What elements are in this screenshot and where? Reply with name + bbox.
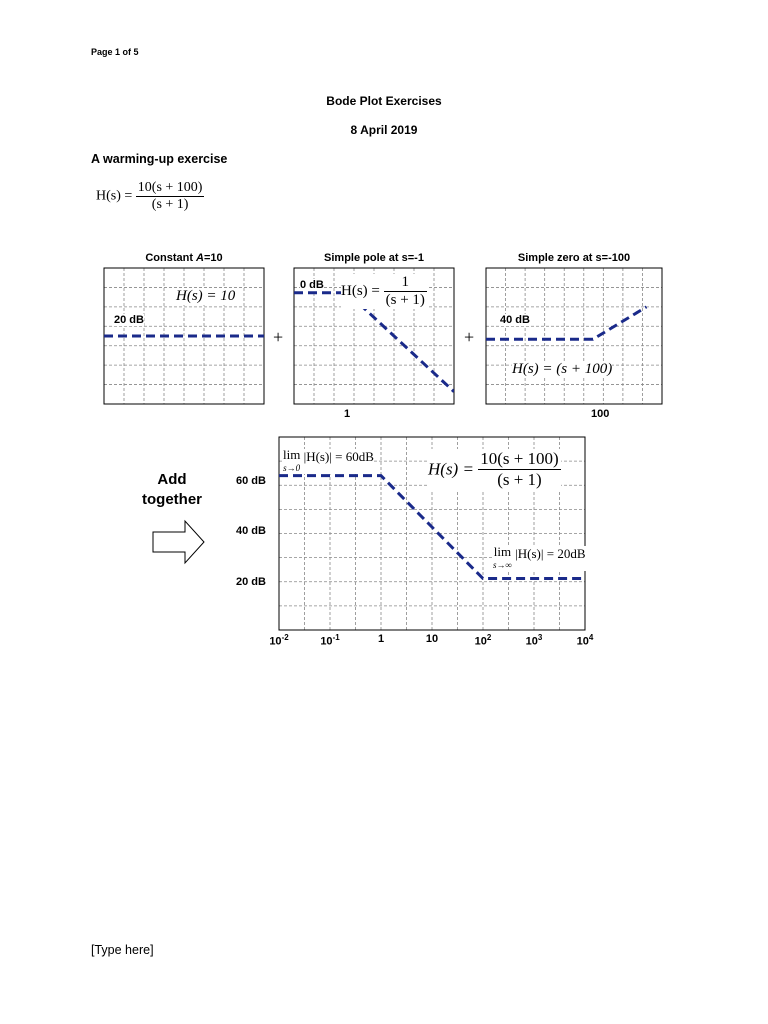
tf-numerator: 10(s + 100) (137, 180, 203, 195)
lim-block (493, 546, 512, 571)
xtick-base: 10 (576, 635, 589, 648)
level-label-pole: 0 dB (300, 279, 324, 291)
eq-pole-den: (s + 1) (385, 292, 425, 308)
ytick-60db: 60 dB (236, 475, 266, 487)
title-part: Constant (145, 252, 197, 264)
plus-sign-1: + (273, 327, 284, 347)
xtick-base: 10 (269, 635, 282, 648)
lim-expr: |H(s)| = 60dB (303, 449, 374, 464)
xtick-base: 10 (474, 635, 487, 648)
eq-combined-num: 10(s + 100) (480, 449, 559, 468)
page-header: Page 1 of 5 (91, 47, 139, 57)
lim-expr: |H(s)| = 20dB (515, 546, 586, 561)
lim-sub: s→∞ (493, 560, 512, 570)
xtick-exponent: 3 (537, 633, 543, 642)
xtick-label (361, 633, 401, 645)
tf-denominator: (s + 1) (151, 197, 189, 212)
xtick-base: 10 (425, 633, 439, 645)
section-heading: A warming-up exercise (91, 152, 228, 166)
eq-pole (341, 274, 427, 309)
xtick-exponent: 4 (588, 633, 594, 642)
add-text-line: Add (157, 471, 187, 488)
plot-title-pole: Simple pole at s=-1 (324, 252, 424, 264)
level-label-zero: 40 dB (500, 314, 530, 326)
ytick-20db: 20 dB (236, 576, 266, 588)
level-label-constant: 20 dB (114, 314, 144, 326)
eq-combined-den: (s + 1) (497, 470, 542, 489)
limit-high-annotation (493, 546, 586, 571)
xtick-label (310, 633, 350, 648)
xtick-label (565, 633, 605, 648)
lim-text: lim (493, 544, 512, 559)
add-text-line: together (142, 491, 202, 508)
add-together-label (130, 470, 214, 510)
eq-pole-lhs: H(s) = (341, 283, 380, 299)
tf-lhs: H(s) = (96, 188, 133, 204)
eq-zero: H(s) = (s + 100) (512, 361, 613, 377)
footer-placeholder: [Type here] (91, 943, 154, 957)
right-arrow-icon (153, 521, 204, 563)
xtick-label (259, 633, 299, 648)
xtick-label (514, 633, 554, 648)
xtick-label (463, 633, 503, 648)
lim-text: lim (283, 447, 301, 462)
xtick-exponent: 2 (486, 633, 492, 642)
eq-pole-fraction (384, 274, 427, 309)
lim-block (283, 449, 300, 474)
grid-zero (486, 268, 662, 404)
xtick-exponent: -2 (281, 633, 289, 642)
ytick-40db: 40 dB (236, 525, 266, 537)
plot-frame (486, 268, 662, 404)
eq-pole-num: 1 (384, 274, 427, 292)
document-date: 8 April 2019 (350, 123, 418, 137)
eq-combined-lhs: H(s) = (428, 459, 474, 479)
xtick-label (412, 633, 452, 645)
xtick-exponent: -1 (332, 633, 340, 642)
eq-combined-fraction (478, 449, 561, 490)
xtick-pole: 1 (344, 408, 351, 420)
eq-constant: H(s) = 10 (176, 288, 236, 304)
xtick-base: 10 (525, 635, 538, 648)
document-title: Bode Plot Exercises (326, 94, 442, 108)
limit-low-annotation (283, 449, 374, 474)
title-part: =10 (204, 252, 223, 264)
xtick-base: 10 (320, 635, 333, 648)
title-var: A (196, 252, 204, 264)
eq-combined (428, 449, 561, 490)
plot-title-zero: Simple zero at s=-100 (517, 252, 631, 264)
lim-sub: s→0 (283, 463, 301, 473)
xtick-base: 1 (377, 633, 385, 645)
plus-sign-2: + (464, 327, 475, 347)
xtick-zero: 100 (591, 408, 610, 420)
